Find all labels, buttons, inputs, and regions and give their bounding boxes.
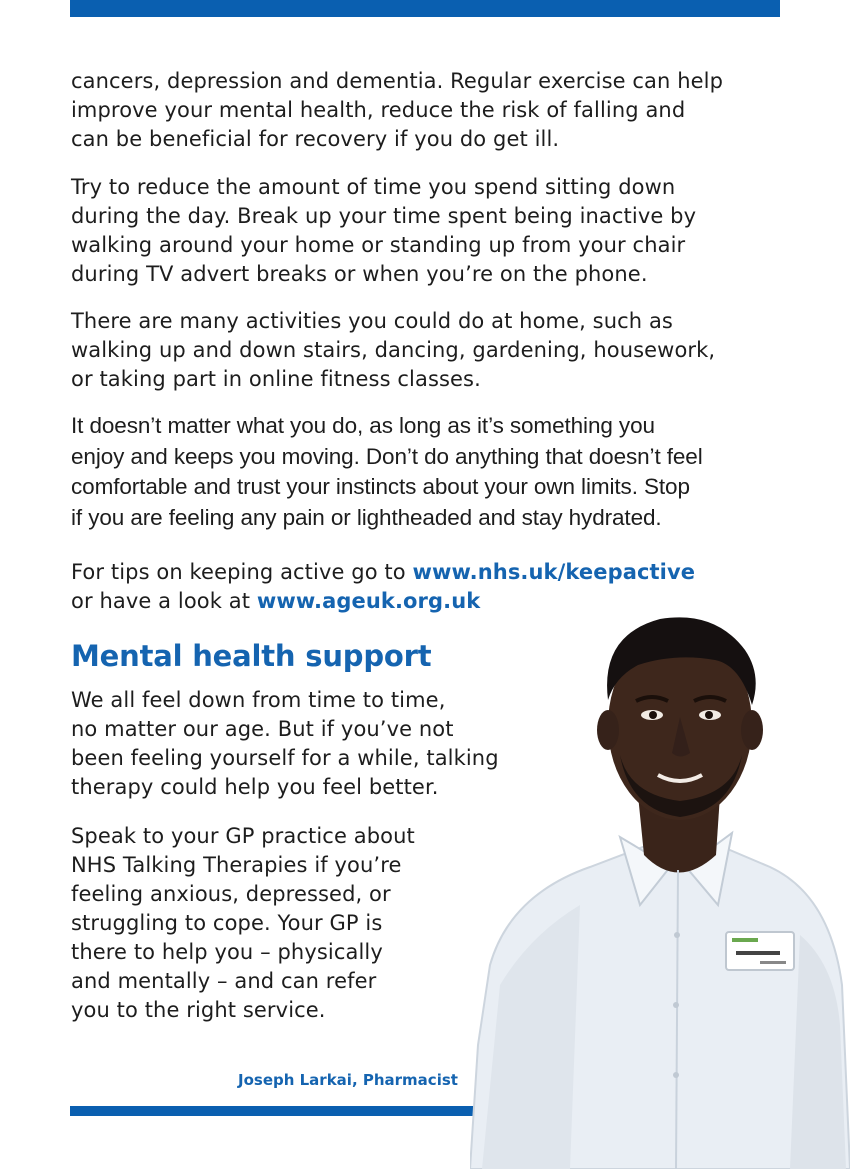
bottom-accent-bar xyxy=(70,1106,490,1116)
paragraph-enjoy-moving: It doesn’t matter what you do, as long as it’s something you enjoy and keeps you moving. Don’t do anything that doesn’t feel comfortable and trust your instincts about your own limits. Stop if you are feeling any pain or lightheaded and stay hydrated. xyxy=(71,413,703,530)
paragraph-speak-to-gp: Speak to your GP practice about NHS Talking Therapies if you’re feeling anxious, depressed, or struggling to cope. Your GP is there to help you – physically and mentally – and can refer you to the right service. xyxy=(71,824,415,1022)
ageuk-link[interactable]: www.ageuk.org.uk xyxy=(256,589,481,613)
paragraph-home-activities: There are many activities you could do at home, such as walking up and down stairs, dancing, gardening, housework, or taking part in online fitness classes. xyxy=(71,309,716,391)
paragraph-feeling-down: We all feel down from time to time, no matter our age. But if you’ve not been feeling yourself for a while, talking therapy could help you feel better. xyxy=(71,688,499,799)
pharmacist-photo xyxy=(470,605,850,1169)
mental-health-heading: Mental health support xyxy=(71,639,432,673)
nhs-keepactive-link[interactable]: www.nhs.uk/keepactive xyxy=(412,560,696,584)
tips-line-1 xyxy=(71,558,695,587)
tips-middle: or have a look at xyxy=(71,589,257,613)
tips-prefix: For tips on keeping active go to xyxy=(71,560,413,584)
paragraph-exercise-benefits: cancers, depression and dementia. Regular exercise can help improve your mental health, reduce the risk of falling and can be beneficial for recovery if you do get ill. xyxy=(71,69,723,151)
top-accent-bar xyxy=(70,0,780,17)
photo-caption: Joseph Larkai, Pharmacist xyxy=(238,1071,458,1089)
paragraph-reduce-sitting: Try to reduce the amount of time you spend sitting down during the day. Break up your time spent being inactive by walking around your home or standing up from your chair during TV advert breaks or when you’re on the phone. xyxy=(71,175,697,286)
